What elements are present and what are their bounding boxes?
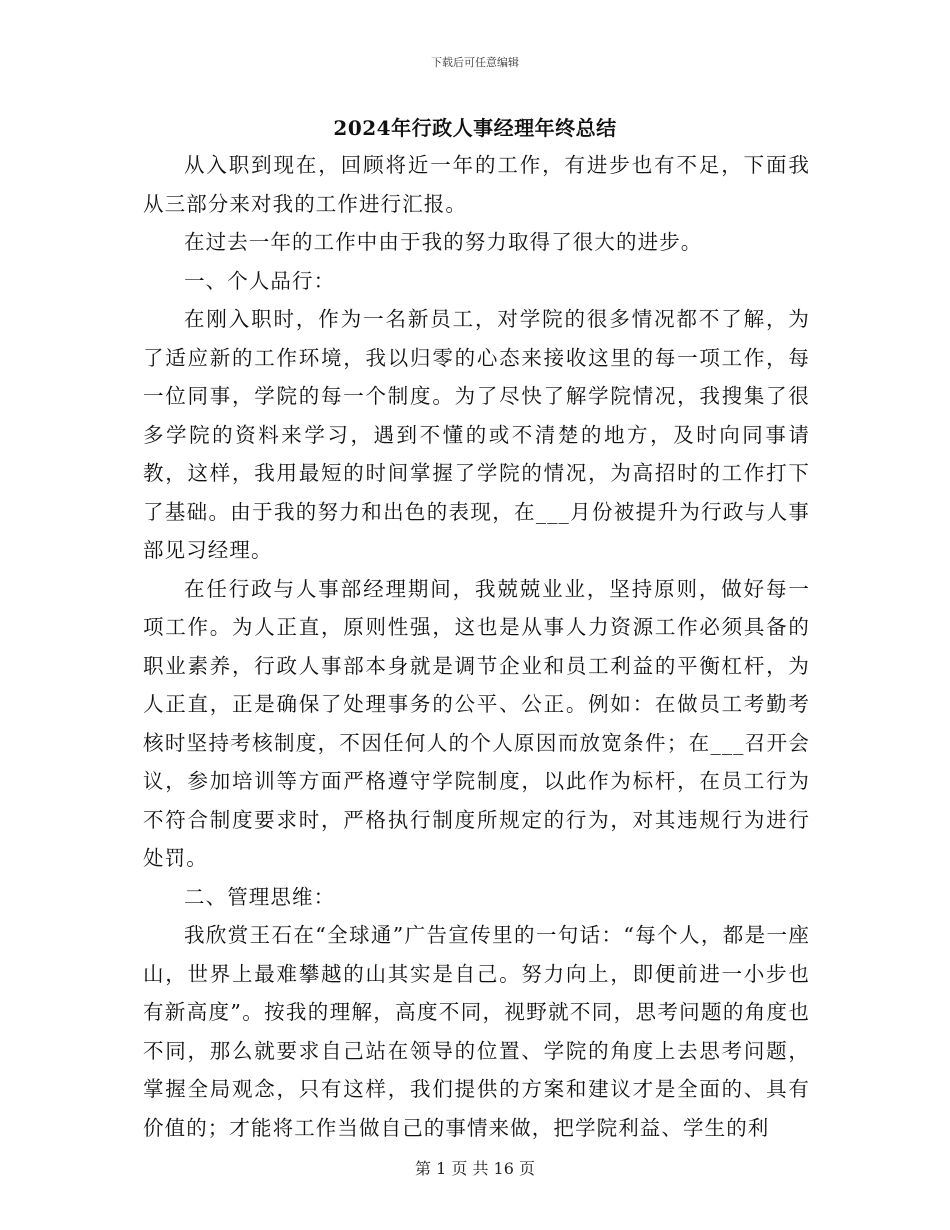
paragraph-progress: 在过去一年的工作中由于我的努力取得了很大的进步。 — [184, 230, 703, 254]
paragraph-onboarding: 在刚入职时，作为一名新员工，对学院的很多情况都不了解，为了适应新的工作环境，我以归零的心态来接收这里的每一项工作，每一位同事，学院的每一个制度。为了尽快了解学院情况，我搜集了很多学院的资料来学习，遇到不懂的或不清楚的地方，及时向同事请教，这样，我用最短的时间掌握了学院的情况，为高招时的工作打下了基础。由于我的努力和出色的表现，在___月份被提升为行政与人事部见习经理。 — [143, 307, 810, 562]
page-number: 第 1 页 共 16 页 — [415, 1159, 535, 1178]
paragraph-management-thinking: 我欣赏王石在“全球通”广告宣传里的一句话：“每个人，都是一座山，世界上最难攀越的山其实是自己。努力向上，即便前进一小步也有新高度”。按我的理解，高度不同，视野就不同，思考问题的角度也不同，那么就要求自己站在领导的位置、学院的角度上去思考问题，掌握全局观念，只有这样，我们提供的方案和建议才是全面的、具有价值的；才能将工作当做自己的事情来做，把学院利益、学生的利 — [143, 923, 810, 1140]
paragraph-manager-duty: 在任行政与人事部经理期间，我兢兢业业，坚持原则，做好每一项工作。为人正直，原则性强，这也是从事人力资源工作必须具备的职业素养，行政人事部本身就是调节企业和员工利益的平衡杠杆，为人正直，正是确保了处理事务的公平、公正。例如：在做员工考勤考核时坚持考核制度，不因任何人的个人原因而放宽条件；在___召开会议，参加培训等方面严格遵守学院制度，以此作为标杆，在员工行为不符合制度要求时，严格执行制度所规定的行为，对其违规行为进行处罚。 — [143, 576, 810, 870]
section-heading-management-thinking: 二、管理思维： — [184, 884, 336, 909]
page-header-note: 下载后可任意编辑 — [431, 56, 519, 69]
document-title: 2024年行政人事经理年终总结 — [333, 116, 617, 140]
section-heading-personal-conduct: 一、个人品行： — [184, 268, 336, 293]
paragraph-intro: 从入职到现在，回顾将近一年的工作，有进步也有不足，下面我从三部分来对我的工作进行汇报。 — [143, 153, 810, 216]
document-body — [143, 146, 810, 1147]
